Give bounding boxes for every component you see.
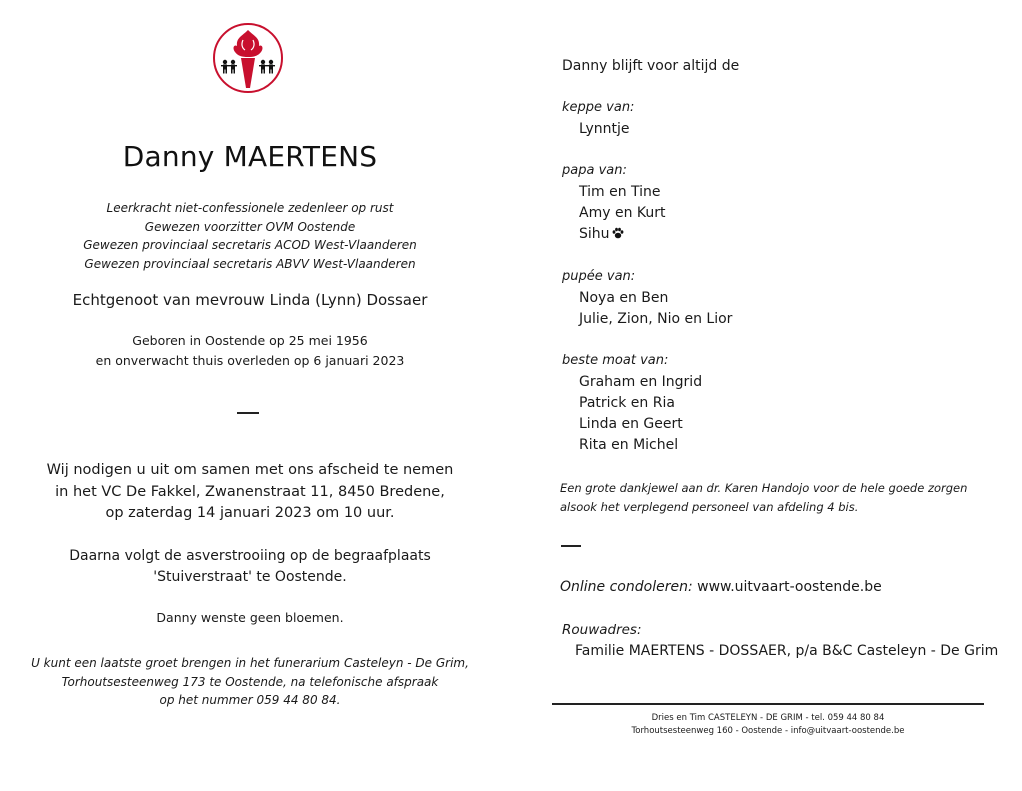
remembrance-intro: Danny blijft voor altijd de [562, 58, 740, 74]
visit-line: op het nummer 059 44 80 84. [159, 693, 341, 707]
rouwadres-label: Rouwadres: [562, 622, 642, 638]
list-item: Graham en Ingrid [579, 374, 703, 390]
scattering-text [0, 546, 500, 588]
list-item: Sihu [579, 226, 610, 242]
scattering-line: Daarna volgt de asverstrooiing op de begraafplaats [69, 548, 431, 564]
birth-death-info [0, 331, 500, 371]
list-item-with-paw [579, 224, 666, 245]
role-line: Leerkracht niet-confessionele zedenleer op rust [106, 201, 394, 215]
footer-divider [552, 703, 984, 705]
group-items-beste-moat [579, 372, 702, 456]
group-items-keppe [579, 119, 630, 140]
list-item: Julie, Zion, Nio en Lior [579, 311, 733, 327]
group-label-beste-moat: beste moat van: [562, 353, 669, 368]
online-condolence [560, 579, 882, 595]
list-item: Rita en Michel [579, 437, 679, 453]
paw-icon [611, 226, 625, 240]
list-item: Tim en Tine [579, 184, 661, 200]
group-items-papa [579, 182, 666, 245]
online-label: Online condoleren: [560, 579, 693, 595]
visit-line: Torhoutsesteenweg 173 te Oostende, na telefonische afspraak [61, 674, 439, 689]
died-line: en onverwacht thuis overleden op 6 januari 2023 [95, 353, 405, 368]
invitation-line: in het VC De Fakkel, Zwanenstraat 11, 8450 Bredene, [55, 483, 445, 500]
group-label-pupee: pupée van: [562, 269, 636, 284]
list-item: Amy en Kurt [579, 205, 666, 221]
born-line: Geboren in Oostende op 25 mei 1956 [132, 333, 368, 348]
spouse-line: Echtgenoot van mevrouw Linda (Lynn) Dossaer [72, 291, 428, 309]
torch-emblem-icon [212, 22, 284, 94]
visit-info [0, 654, 500, 710]
invitation-line: op zaterdag 14 januari 2023 om 10 uur. [105, 505, 395, 521]
left-page [0, 0, 500, 791]
footer-line: Dries en Tim CASTELEYN - DE GRIM - tel. 059 44 80 84 [651, 713, 885, 723]
no-flowers-note: Danny wenste geen bloemen. [156, 610, 344, 625]
scattering-line: 'Stuiverstraat' te Oostende. [153, 569, 347, 585]
online-url-link[interactable]: www.uitvaart-oostende.be [697, 579, 882, 595]
role-line: Gewezen provinciaal secretaris ACOD West-Vlaanderen [83, 238, 417, 252]
list-item: Patrick en Ria [579, 395, 675, 411]
rouwadres-address: Familie MAERTENS - DOSSAER, p/a B&C Casteleyn - De Grim [575, 643, 999, 659]
thanks-line: Een grote dankjewel aan dr. Karen Handojo voor de hele goede zorgen [560, 481, 968, 495]
thanks-note [560, 479, 967, 517]
visit-line: U kunt een laatste groet brengen in het funerarium Casteleyn - De Grim, [31, 656, 469, 670]
list-item: Lynntje [579, 121, 630, 137]
right-page [548, 0, 1022, 791]
role-line: Gewezen voorzitter OVM Oostende [144, 219, 356, 234]
invitation-line: Wij nodigen u uit om samen met ons afscheid te nemen [46, 462, 454, 478]
thanks-line: alsook het verplegend personeel van afdeling 4 bis. [560, 500, 859, 514]
deceased-name: Danny MAERTENS [122, 140, 378, 173]
list-item: Linda en Geert [579, 416, 683, 432]
list-item: Noya en Ben [579, 290, 669, 306]
divider [237, 412, 259, 414]
role-line: Gewezen provinciaal secretaris ABVV West-Vlaanderen [84, 256, 416, 271]
group-label-keppe: keppe van: [562, 100, 635, 115]
footer-line: Torhoutsesteenweg 160 - Oostende - info@uitvaart-oostende.be [631, 726, 905, 736]
footer [552, 712, 984, 738]
invitation-text [0, 460, 500, 525]
group-items-pupee [579, 288, 732, 330]
roles-list [0, 199, 500, 273]
group-label-papa: papa van: [562, 163, 627, 178]
divider [561, 545, 581, 547]
